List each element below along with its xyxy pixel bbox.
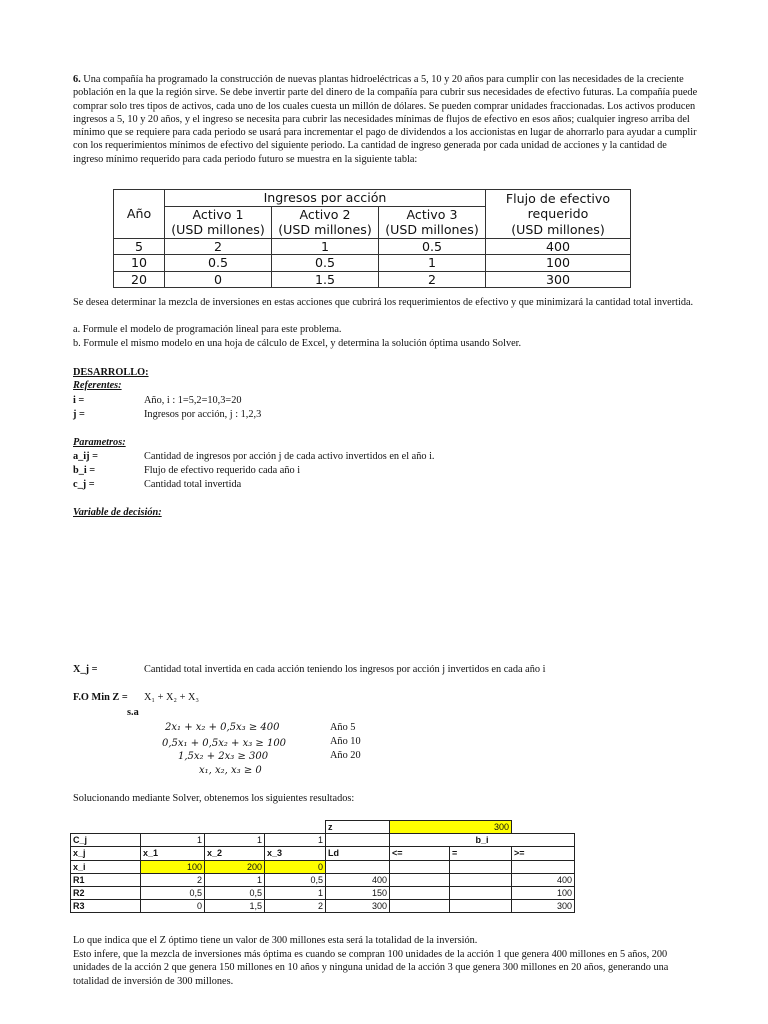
cell: 0 — [265, 860, 326, 873]
table-row — [71, 900, 575, 913]
task-b: b. Formule el mismo modelo en una hoja de cálculo de Excel, y determina la solución óptima usando Solver. — [73, 338, 522, 349]
desarrollo-heading: DESARROLLO: — [73, 367, 149, 378]
ref-desc: Año, i : 1=5,2=10,3=20 — [144, 395, 242, 406]
cj-label: C_j — [71, 834, 141, 847]
cell: 100 — [486, 255, 631, 272]
flow-header — [486, 190, 631, 239]
table-row — [71, 847, 575, 860]
cell: 0 — [165, 271, 272, 288]
constraint-2: 0,5x₁ + 0,5x₂ + x₃ ≥ 100 — [162, 738, 287, 749]
cell: R3 — [71, 900, 141, 913]
cell: x_1 — [141, 847, 205, 860]
xj-row-label: x_j — [71, 847, 141, 860]
xj-label: X_j = — [73, 664, 98, 675]
cell: 0.5 — [272, 255, 379, 272]
cell: x_2 — [205, 847, 265, 860]
cell: 1 — [272, 238, 379, 255]
constraint-1-year: Año 5 — [330, 722, 356, 733]
problem-number: 6. — [73, 74, 81, 85]
cell: 200 — [205, 860, 265, 873]
flow-header-line: Flujo de efectivo — [505, 190, 611, 206]
cell: 300 — [512, 900, 575, 913]
constraint-nonneg: x₁, x₂, x₃ ≥ 0 — [199, 765, 262, 776]
variable-heading: Variable de decisión: — [73, 507, 162, 518]
conclusion-2: Esto infere, que la mezcla de inversiones más óptima es cuando se compran 100 unidades de la acción 1 que genera 400 millones en 5 años, 200 unidades de la acción 2 que genera 150 millones en 10 años y ninguna unidad de la acción 3 que genera 300 millones en 20 años, generando una totalidad de inversión de 300 millones. — [73, 949, 669, 987]
cell: 0,5 — [205, 886, 265, 899]
cell: 300 — [486, 271, 631, 288]
problem-text: Una compañía ha programado la construcción de nuevas plantas hidroeléctricas a 5, 10 y 20 años para cumplir con las necesidades de la creciente población en la que la región sirve. Se debe invertir parte del dinero de la compañía para cubrir sus necesidades de efectivo futuras. La compañía puede comprar solo tres tipos de activos, cada uno de los cuales cuesta un millón de dólares. Se pueden comprar unidades fraccionadas. Los activos producen ingresos a 5, 10 y 20 años, y el ingreso se necesita para cubrir las necesidades mínimas de flujos de efectivo en esos años; cualquier ingreso arriba del mínimo que se requiere para cada periodo se usará para incrementar el pago de dividendos a los accionistas en lugar de ahorrarlo para ayudar a cumplir con los requerimientos mínimos de efectivo del siguiente periodo. La cantidad de ingreso generada por cada unidad de acciones y la cantidad de ingreso mínimo requerido para cada periodo futuro se muestra en la siguiente tabla: — [73, 74, 698, 165]
cell: 100 — [512, 886, 575, 899]
cell: 1.5 — [272, 271, 379, 288]
xi-row-label: x_i — [71, 860, 141, 873]
cell: 400 — [326, 873, 390, 886]
param-desc: Cantidad total invertida — [144, 479, 242, 490]
param-label: a_ij = — [73, 451, 99, 462]
cell: 150 — [326, 886, 390, 899]
constraint-3-year: Año 20 — [330, 750, 361, 761]
cell: 400 — [486, 238, 631, 255]
activo-name: Activo 1 — [192, 206, 244, 222]
cell: = — [450, 847, 512, 860]
objective-text: Se desea determinar la mezcla de inversiones en estas acciones que cubrirá los requerimientos de efectivo y que minimizará la cantidad total invertida. — [73, 297, 694, 308]
cell: 400 — [512, 873, 575, 886]
activo-name: Activo 2 — [299, 206, 351, 222]
cell: 2 — [165, 238, 272, 255]
task-a: a. Formule el modelo de programación lineal para este problema. — [73, 324, 342, 335]
flow-header-line: (USD millones) — [511, 221, 605, 237]
year-header: Año — [114, 190, 165, 239]
subject-to-label: s.a — [127, 707, 139, 718]
cell: 1,5 — [205, 900, 265, 913]
cell: 20 — [114, 271, 165, 288]
cell: 1 — [379, 255, 486, 272]
cell: 100 — [141, 860, 205, 873]
z-label: z — [326, 821, 390, 834]
solver-table — [70, 820, 575, 913]
activo-name: Activo 3 — [406, 206, 458, 222]
parametros-heading: Parametros: — [73, 437, 126, 448]
solver-intro: Solucionando mediante Solver, obtenemos los siguientes resultados: — [73, 793, 355, 804]
cell: Ld — [326, 847, 390, 860]
table-row — [114, 255, 631, 272]
table-row — [71, 873, 575, 886]
cell: x_3 — [265, 847, 326, 860]
ref-label: i = — [73, 395, 85, 406]
cell: 1 — [141, 834, 205, 847]
cell: 0,5 — [141, 886, 205, 899]
cell: 10 — [114, 255, 165, 272]
table-row — [71, 860, 575, 873]
cell: 0 — [141, 900, 205, 913]
cell: 2 — [379, 271, 486, 288]
table-row — [114, 238, 631, 255]
table-row — [114, 271, 631, 288]
cell: 2 — [141, 873, 205, 886]
income-table — [113, 189, 631, 288]
activo-unit: (USD millones) — [385, 222, 479, 237]
cell: 0.5 — [379, 238, 486, 255]
cell: 2 — [265, 900, 326, 913]
ref-desc: Ingresos por acción, j : 1,2,3 — [144, 409, 262, 420]
activo-2-header — [272, 206, 379, 238]
param-desc: Flujo de efectivo requerido cada año i — [144, 465, 301, 476]
fo-label: F.O Min Z = — [73, 692, 128, 703]
xj-desc: Cantidad total invertida en cada acción teniendo los ingresos por acción j invertidos en cada año i — [144, 664, 546, 675]
z-value: 300 — [390, 821, 512, 834]
income-group-header: Ingresos por acción — [165, 190, 486, 207]
constraint-2-year: Año 10 — [330, 736, 361, 747]
param-label: c_j = — [73, 479, 95, 490]
table-row — [71, 834, 575, 847]
constraint-3: 1,5x₂ + 2x₃ ≥ 300 — [178, 751, 269, 762]
cell: <= — [390, 847, 450, 860]
bi-label: b_i — [390, 834, 575, 847]
fo-expression: X₁ + X₂ + X₃ — [144, 692, 199, 703]
problem-statement — [73, 73, 698, 166]
conclusion-1: Lo que indica que el Z óptimo tiene un valor de 300 millones esta será la totalidad de la inversión. — [73, 935, 478, 946]
flow-header-line: requerido — [527, 206, 589, 221]
referentes-heading: Referentes: — [73, 380, 122, 391]
table-row — [71, 821, 575, 834]
ref-label: j = — [73, 409, 85, 420]
table-row — [71, 886, 575, 899]
cell: 1 — [265, 886, 326, 899]
activo-3-header — [379, 206, 486, 238]
activo-1-header — [165, 206, 272, 238]
param-label: b_i = — [73, 465, 96, 476]
constraint-1: 2x₁ + x₂ + 0,5x₃ ≥ 400 — [165, 722, 280, 733]
param-desc: Cantidad de ingresos por acción j de cada activo invertidos en el año i. — [144, 451, 435, 462]
activo-unit: (USD millones) — [278, 222, 372, 237]
cell: >= — [512, 847, 575, 860]
cell: 300 — [326, 900, 390, 913]
cell: 1 — [265, 834, 326, 847]
activo-unit: (USD millones) — [171, 222, 265, 237]
cell: 0,5 — [265, 873, 326, 886]
cell: 5 — [114, 238, 165, 255]
cell: R1 — [71, 873, 141, 886]
cell: 1 — [205, 873, 265, 886]
cell: R2 — [71, 886, 141, 899]
cell: 1 — [205, 834, 265, 847]
cell: 0.5 — [165, 255, 272, 272]
